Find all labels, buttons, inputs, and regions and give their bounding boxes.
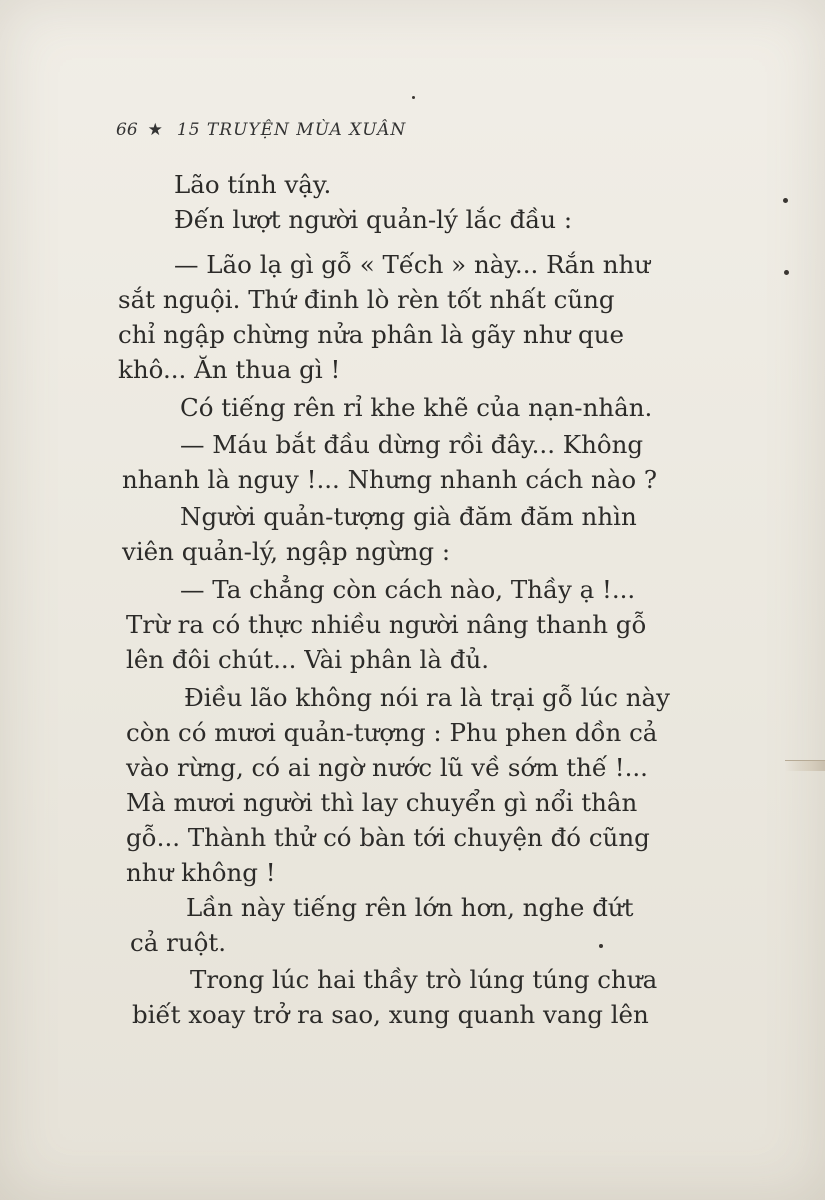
page-edge-tear: [785, 760, 825, 771]
paper-speck: [784, 270, 789, 275]
text-line: sắt nguội. Thứ đinh lò rèn tốt nhất cũng: [118, 285, 615, 314]
text-line: — Máu bắt đầu dừng rồi đây... Không: [180, 430, 644, 459]
text-line: Điều lão không nói ra là trại gỗ lúc này: [184, 683, 670, 712]
text-line: lên đôi chút... Vài phân là đủ.: [126, 645, 490, 674]
text-line: — Lão lạ gì gỗ « Tếch » này... Rắn như: [174, 250, 651, 279]
text-line: còn có mươi quản-tượng : Phu phen dồn cả: [126, 718, 658, 747]
paper-speck: [599, 944, 603, 948]
text-line: Trừ ra có thực nhiều người nâng thanh gỗ: [126, 610, 647, 639]
text-line: biết xoay trở ra sao, xung quanh vang lên: [132, 1000, 649, 1029]
text-line: vào rừng, có ai ngờ nước lũ về sớm thế !...: [126, 753, 648, 782]
text-line: gỗ... Thành thử có bàn tới chuyện đó cũng: [126, 823, 650, 852]
text-line: Mà mươi người thì lay chuyển gì nổi thân: [126, 788, 638, 817]
text-line: viên quản-lý, ngập ngừng :: [122, 537, 451, 566]
paper-speck: [412, 96, 415, 99]
text-line: khô... Ăn thua gì !: [118, 355, 341, 384]
text-line: Người quản-tượng già đăm đăm nhìn: [180, 502, 637, 531]
book-title: 15 TRUYỆN MÙA XUÂN: [176, 120, 407, 140]
page-number: 66: [116, 120, 138, 140]
text-line: — Ta chẳng còn cách nào, Thầy ạ !...: [180, 575, 636, 604]
paper-speck: [783, 198, 788, 203]
text-line: Trong lúc hai thầy trò lúng túng chưa: [190, 965, 658, 994]
text-line: Lần này tiếng rên lớn hơn, nghe đứt: [186, 893, 634, 922]
text-line: Đến lượt người quản-lý lắc đầu :: [174, 205, 573, 234]
text-line: như không !: [126, 858, 276, 887]
star-icon: ★: [147, 120, 163, 140]
text-line: nhanh là nguy !... Nhưng nhanh cách nào ?: [122, 465, 658, 494]
running-header: [116, 120, 406, 140]
text-line: Lão tính vậy.: [174, 170, 332, 199]
text-line: Có tiếng rên rỉ khe khẽ của nạn-nhân.: [180, 393, 653, 422]
text-line: cả ruột.: [130, 928, 226, 957]
text-line: chỉ ngập chừng nửa phân là gãy như que: [118, 320, 625, 349]
